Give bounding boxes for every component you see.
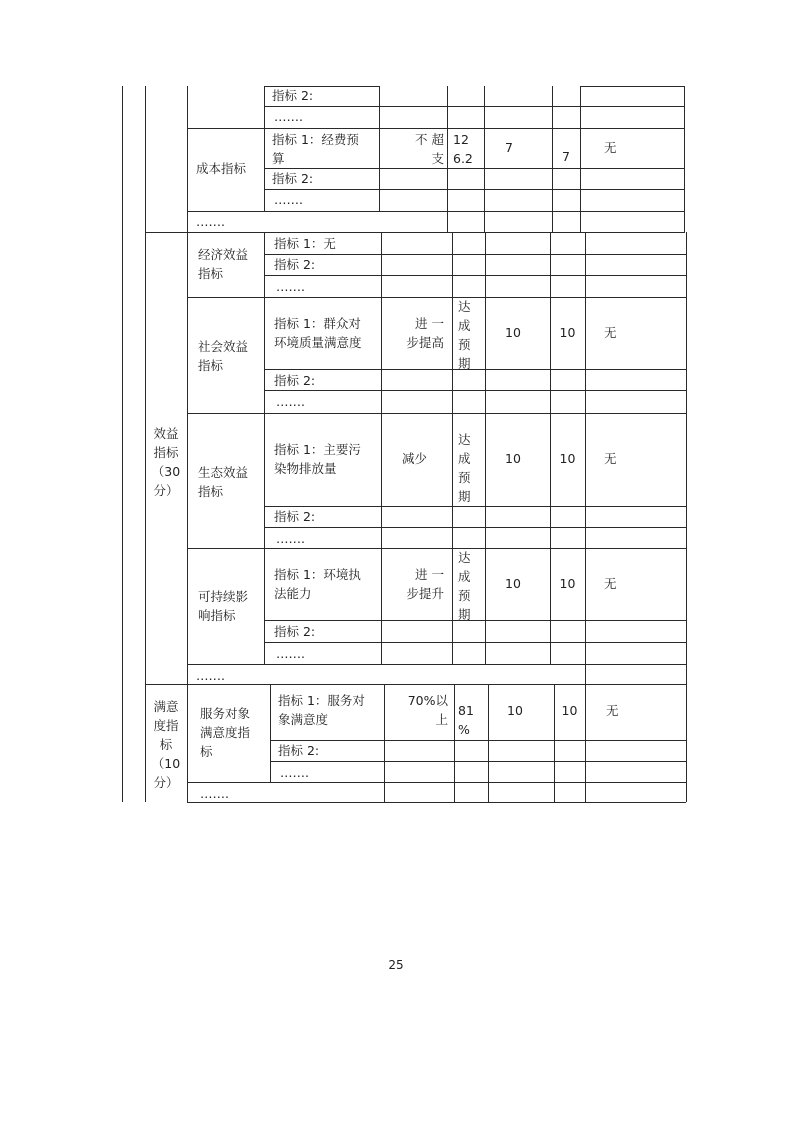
table-row-line <box>187 413 686 414</box>
table-col-line <box>187 232 188 802</box>
table-border-left <box>122 86 123 802</box>
cost-metric-1-target: 不 超 支 <box>415 132 444 166</box>
satisfaction-metric-1-reason: 无 <box>606 703 619 718</box>
table-row-line <box>187 664 686 665</box>
table-row-line <box>264 254 686 255</box>
ecological-metric-2: 指标 2: <box>274 509 316 524</box>
table-col-line <box>488 684 489 802</box>
social-metric-1-target: 进 一 步提高 <box>406 316 444 350</box>
table-row-line <box>264 642 686 643</box>
social-metric-1: 指标 1：群众对 环境质量满意度 <box>274 316 362 350</box>
benefit-group-label: 效益 指标 （30 分） <box>151 426 181 498</box>
economic-metric-1: 指标 1：无 <box>274 236 336 251</box>
social-metric-1-score: 10 <box>559 325 576 340</box>
cost-metric-1-score: 7 <box>562 149 570 164</box>
sustainable-metric-1-actual: 达 成 预 期 <box>458 550 471 622</box>
satisfaction-more-ellipsis: ……. <box>200 786 229 801</box>
table-row-line <box>187 211 685 212</box>
cost-metric-1-reason: 无 <box>604 140 617 155</box>
cost-metric-1: 指标 1：经费预 算 <box>272 132 359 166</box>
satisfaction-metric-1-score: 10 <box>561 703 578 718</box>
table-col-line <box>454 684 455 802</box>
table-row-line <box>270 761 686 762</box>
sustainable-impact-label: 可持续影 响指标 <box>198 589 249 623</box>
table-row-line <box>264 527 686 528</box>
cost-metric-1-weight: 7 <box>505 140 513 155</box>
benefit-more-ellipsis: ……. <box>196 668 225 683</box>
table-border-right <box>686 232 687 802</box>
table-row-line <box>264 369 686 370</box>
sustainable-metric-1-target: 进 一 步提升 <box>406 567 444 601</box>
cost-indicator-label: 成本指标 <box>196 161 247 176</box>
sustainable-metric-1-reason: 无 <box>604 576 617 591</box>
table-col-line <box>270 684 271 782</box>
table-row-line <box>270 740 686 741</box>
ecological-metric-1-score: 10 <box>559 451 576 466</box>
table-row-line <box>145 232 685 233</box>
metric-ellipsis: ……. <box>274 109 303 124</box>
table-col-line <box>145 86 146 802</box>
social-metric-1-actual: 达 成 预 期 <box>458 299 471 371</box>
page-number: 25 <box>388 958 404 972</box>
satisfaction-metric-1-actual: 81 % <box>458 703 474 737</box>
sustainable-metric-1-score: 10 <box>559 576 576 591</box>
social-metric-ellipsis: ……. <box>276 394 305 409</box>
table-row-line <box>187 802 686 803</box>
table-row-line <box>187 128 685 129</box>
satisfaction-metric-ellipsis: ……. <box>280 765 309 780</box>
economic-benefit-label: 经济效益 指标 <box>198 247 249 281</box>
satisfaction-metric-2: 指标 2: <box>278 743 320 758</box>
table-row-line <box>187 297 686 298</box>
table-row-line <box>264 106 685 107</box>
service-satisfaction-label: 服务对象 满意度指 标 <box>200 706 251 759</box>
economic-metric-2: 指标 2: <box>274 257 316 272</box>
metric-label: 指标 2: <box>272 88 314 103</box>
table-col-line <box>585 232 586 802</box>
table-col-line <box>264 86 265 211</box>
table-row-line <box>264 620 686 621</box>
cost-metric-ellipsis: ……. <box>274 192 303 207</box>
table-row-line <box>264 168 685 169</box>
social-metric-1-weight: 10 <box>505 325 521 340</box>
table-row-line <box>264 390 686 391</box>
satisfaction-metric-1: 指标 1：服务对 象满意度 <box>278 693 365 727</box>
table-row-line <box>264 189 685 190</box>
ecological-metric-1-weight: 10 <box>505 451 521 466</box>
table-row-line <box>580 86 685 87</box>
sustainable-metric-1-weight: 10 <box>505 576 521 591</box>
ecological-metric-1: 指标 1：主要污 染物排放量 <box>274 442 361 476</box>
ecological-metric-1-actual: 达 成 预 期 <box>458 432 471 504</box>
social-metric-2: 指标 2: <box>274 373 316 388</box>
cost-metric-2: 指标 2: <box>272 171 314 186</box>
ecological-metric-1-reason: 无 <box>604 451 617 466</box>
table-row-line <box>187 548 686 549</box>
sustainable-metric-1: 指标 1：环境执 法能力 <box>274 567 361 601</box>
table-row-line <box>145 684 686 685</box>
economic-metric-ellipsis: ……. <box>276 279 305 294</box>
ecological-metric-1-target: 减少 <box>402 451 428 466</box>
ecological-metric-ellipsis: ……. <box>276 531 305 546</box>
cost-metric-1-actual: 12 6.2 <box>453 132 473 166</box>
satisfaction-metric-1-weight: 10 <box>507 703 523 718</box>
ecological-benefit-label: 生态效益 指标 <box>198 465 249 499</box>
satisfaction-group-label: 满意 度指 标 （10 分） <box>151 699 181 790</box>
table-col-line <box>384 684 385 802</box>
social-metric-1-reason: 无 <box>604 325 617 340</box>
sustainable-metric-ellipsis: ……. <box>276 646 305 661</box>
cost-more-ellipsis: ……. <box>196 214 225 229</box>
satisfaction-metric-1-target: 70%以 上 <box>407 693 448 727</box>
table-row-line <box>264 275 686 276</box>
table-row-line <box>264 506 686 507</box>
table-row-line <box>187 782 686 783</box>
sustainable-metric-2: 指标 2: <box>274 624 316 639</box>
social-benefit-label: 社会效益 指标 <box>198 339 249 373</box>
table-col-line <box>379 86 380 211</box>
